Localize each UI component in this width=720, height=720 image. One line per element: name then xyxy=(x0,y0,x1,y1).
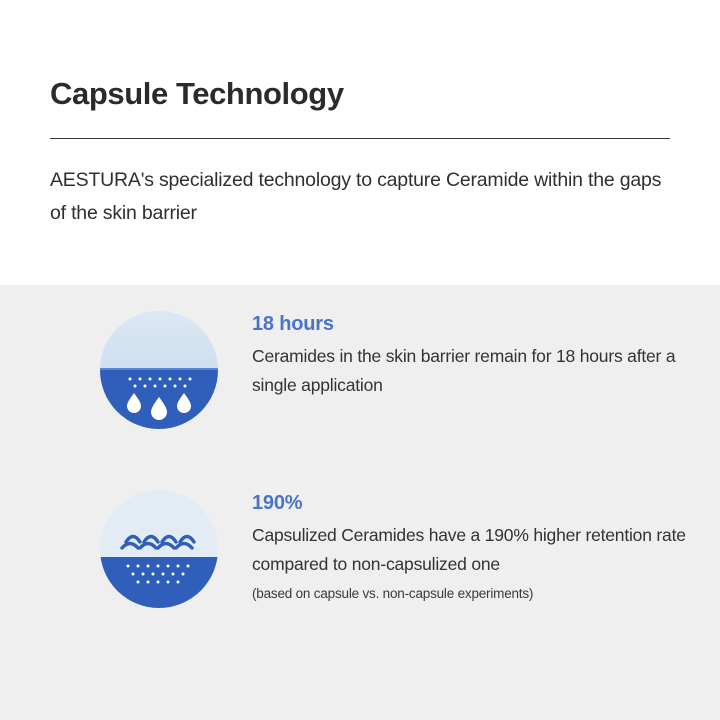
page-subtitle: AESTURA's specialized technology to capture Ceramide within the gaps of the skin barrier xyxy=(50,169,662,224)
fact-text-block xyxy=(252,490,720,604)
wave-glyphs xyxy=(100,490,218,608)
page-title: Capsule Technology xyxy=(50,76,344,111)
droplets-on-water-circle-icon xyxy=(100,311,218,429)
title-divider xyxy=(50,138,670,139)
droplet-glyphs xyxy=(100,311,218,429)
fact-text-block xyxy=(252,311,720,400)
fact-description: Capsulized Ceramides have a 190% higher retention rate compared to non-capsulized one xyxy=(252,525,686,574)
fact-footnote: (based on capsule vs. non-capsule experiments) xyxy=(252,586,534,601)
facts-section xyxy=(0,285,720,720)
header-section xyxy=(0,0,720,285)
waves-over-water-circle-icon xyxy=(100,490,218,608)
fact-value: 190% xyxy=(252,492,303,514)
fact-value: 18 hours xyxy=(252,313,334,335)
fact-description: Ceramides in the skin barrier remain for 18 hours after a single application xyxy=(252,346,676,395)
